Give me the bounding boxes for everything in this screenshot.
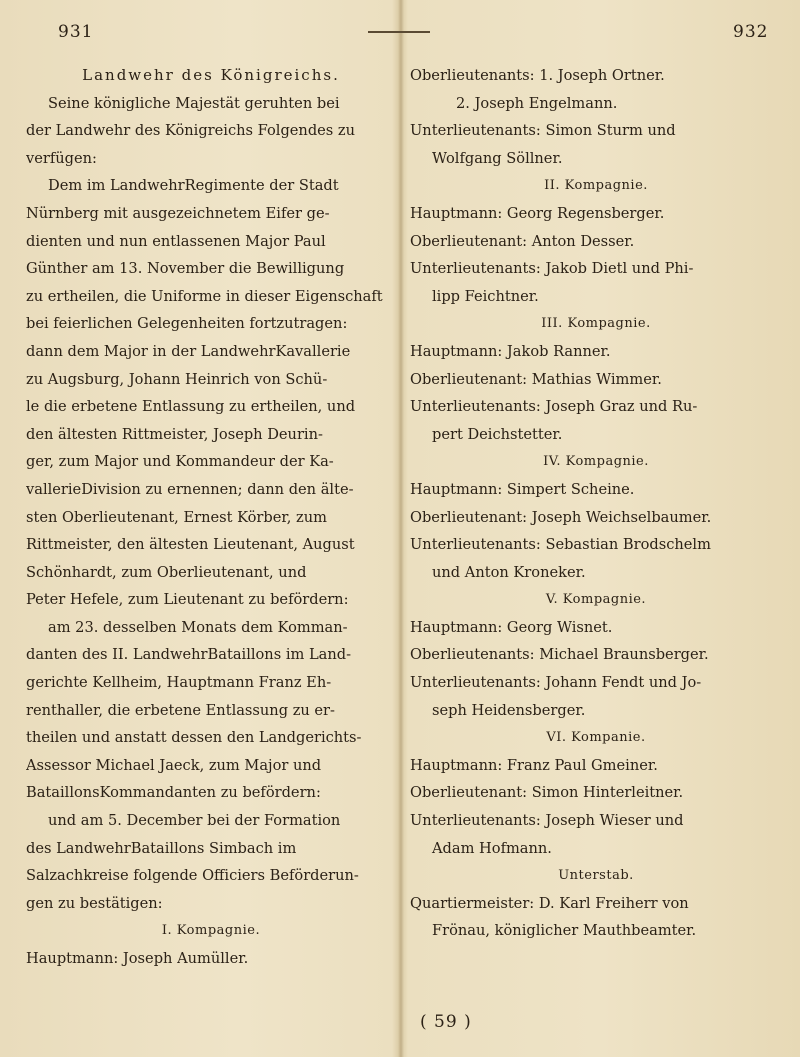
text-line: BataillonsKommandanten zu befördern:: [26, 784, 321, 802]
text-line: Rittmeister, den ältesten Lieutenant, August: [26, 536, 355, 554]
text-line: Oberlieutenant: Mathias Wimmer.: [410, 370, 662, 388]
left-text-column: [26, 62, 396, 973]
text-line: des LandwehrBataillons Simbach im: [26, 839, 297, 857]
text-line: Hauptmann: Joseph Aumüller.: [26, 950, 249, 967]
text-line: Unterlieutenants: Joseph Wieser und: [410, 812, 684, 830]
text-line: III. Kompagnie.: [541, 316, 651, 332]
text-line: Oberlieutenants: Michael Braunsberger.: [410, 646, 709, 664]
text-line: bei feierlichen Gelegenheiten fortzutragen:: [26, 315, 348, 333]
text-line: Adam Hofmann.: [432, 839, 552, 857]
text-line: Hauptmann: Simpert Scheine.: [410, 480, 635, 498]
book-gutter: [398, 0, 404, 1057]
text-line: Hauptmann: Georg Regensberger.: [410, 204, 665, 222]
text-line: VI. Kompanie.: [546, 730, 646, 746]
text-line: Landwehr des Königreichs.: [82, 66, 340, 84]
text-line: Seine königliche Majestät geruhten bei: [48, 94, 340, 112]
text-line: Unterlieutenants: Simon Sturm und: [410, 122, 676, 140]
text-line: Oberlieutenant: Anton Desser.: [410, 232, 635, 250]
text-line: dann dem Major in der LandwehrKavallerie: [26, 342, 351, 360]
text-line: Hauptmann: Franz Paul Gmeiner.: [410, 756, 658, 774]
page-number-left: 931: [58, 22, 94, 42]
text-line: sten Oberlieutenant, Ernest Körber, zum: [26, 508, 327, 526]
text-line: Oberlieutenant: Joseph Weichselbaumer.: [410, 508, 712, 526]
text-line: I. Kompagnie.: [161, 923, 261, 939]
text-line: Wolfgang Söllner.: [432, 149, 563, 167]
text-line: Salzachkreise folgende Officiers Beförderun-: [26, 867, 359, 885]
text-line: Schönhardt, zum Oberlieutenant, und: [26, 563, 307, 581]
text-line: Hauptmann: Jakob Ranner.: [410, 342, 611, 360]
text-line: lipp Feichtner.: [432, 287, 539, 305]
text-line: Unterlieutenants: Joseph Graz und Ru-: [410, 398, 698, 416]
text-line: und am 5. December bei der Formation: [48, 812, 341, 830]
text-line: Peter Hefele, zum Lieutenant zu befördern:: [26, 591, 349, 609]
text-line: der Landwehr des Königreichs Folgendes zu: [26, 122, 356, 140]
text-line: am 23. desselben Monats dem Komman-: [48, 618, 348, 636]
text-line: theilen und anstatt dessen den Landgerichts-: [26, 729, 362, 747]
text-line: V. Kompagnie.: [545, 592, 647, 608]
text-line: vallerieDivision zu ernennen; dann den älte-: [26, 480, 354, 498]
right-text-column: [410, 62, 782, 945]
text-line: gerichte Kellheim, Hauptmann Franz Eh-: [26, 674, 332, 692]
text-line: seph Heidensberger.: [432, 701, 586, 719]
text-line: den ältesten Rittmeister, Joseph Deurin-: [26, 425, 323, 443]
text-line: Nürnberg mit ausgezeichnetem Eifer ge-: [26, 204, 330, 222]
text-line: zu ertheilen, die Uniforme in dieser Eigenschaft: [26, 287, 383, 305]
text-line: renthaller, die erbetene Entlassung zu er-: [26, 701, 335, 719]
text-line: Unterlieutenants: Jakob Dietl und Phi-: [410, 260, 694, 278]
header-rule: [368, 31, 430, 33]
text-line: Unterlieutenants: Johann Fendt und Jo-: [410, 674, 702, 692]
text-line: le die erbetene Entlassung zu ertheilen, und: [26, 398, 356, 416]
text-line: Frönau, königlicher Mauthbeamter.: [432, 922, 697, 940]
text-line: Dem im LandwehrRegimente der Stadt: [48, 177, 339, 195]
text-line: Quartiermeister: D. Karl Freiherr von: [410, 894, 689, 912]
text-line: Hauptmann: Georg Wisnet.: [410, 618, 613, 636]
page-number-right: 932: [733, 22, 769, 42]
text-line: Unterlieutenants: Sebastian Brodschelm: [410, 536, 711, 554]
text-line: pert Deichstetter.: [432, 425, 563, 443]
text-line: und Anton Kroneker.: [432, 563, 586, 581]
text-line: gen zu bestätigen:: [26, 894, 163, 912]
text-line: ger, zum Major und Kommandeur der Ka-: [26, 453, 334, 471]
text-line: Oberlieutenants: 1. Joseph Ortner.: [410, 67, 665, 84]
text-line: zu Augsburg, Johann Heinrich von Schü-: [26, 370, 328, 388]
text-line: IV. Kompagnie.: [543, 454, 649, 470]
text-line: Assessor Michael Jaeck, zum Major und: [26, 756, 322, 774]
text-line: II. Kompagnie.: [544, 178, 648, 194]
text-line: 2. Joseph Engelmann.: [456, 94, 618, 112]
footer-signature: ( 59 ): [420, 1012, 472, 1032]
text-line: dienten und nun entlassenen Major Paul: [26, 232, 326, 250]
text-line: verfügen:: [26, 149, 97, 167]
text-line: Unterstab.: [558, 868, 634, 884]
text-line: danten des II. LandwehrBataillons im Land-: [26, 646, 352, 664]
text-line: Günther am 13. November die Bewilligung: [26, 260, 345, 278]
text-line: Oberlieutenant: Simon Hinterleitner.: [410, 784, 684, 802]
